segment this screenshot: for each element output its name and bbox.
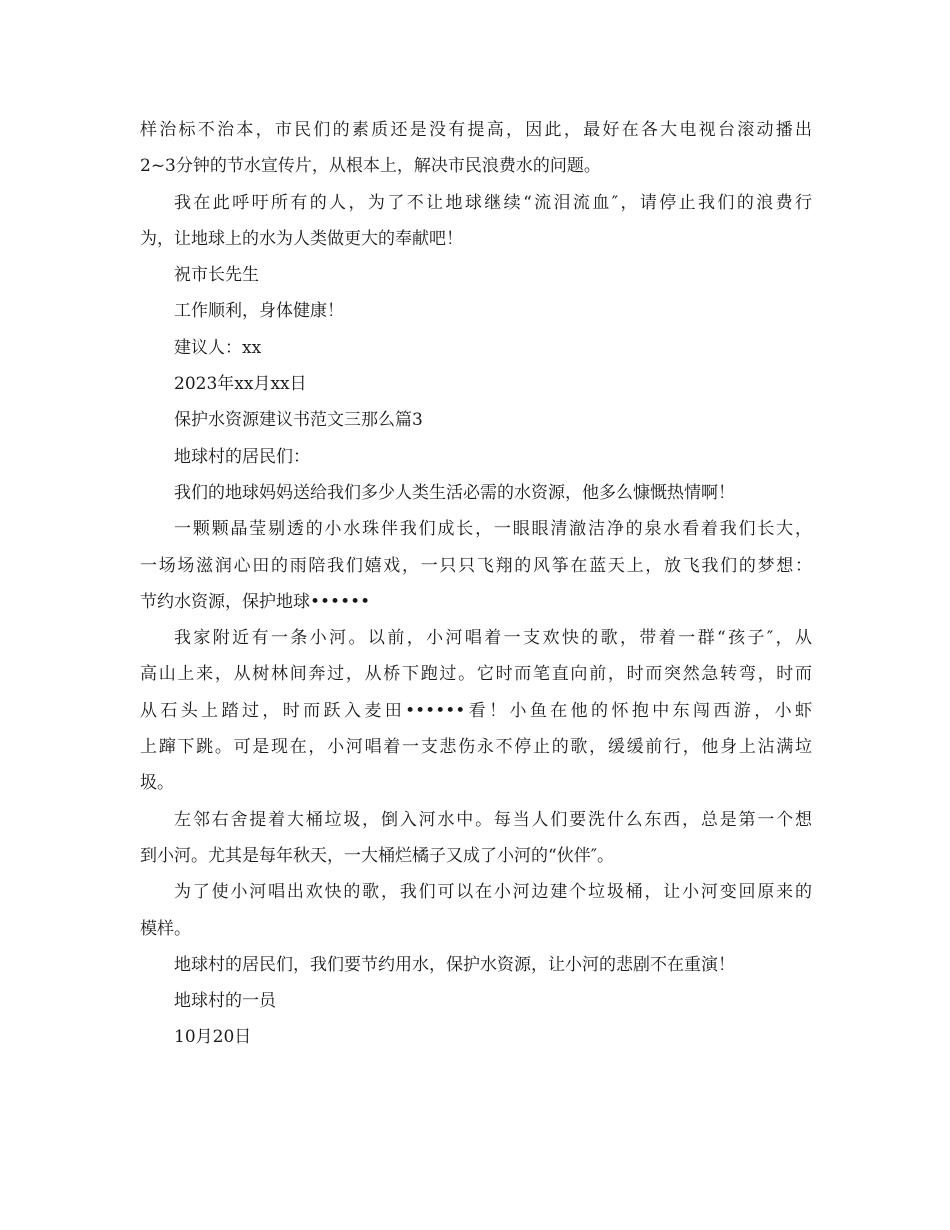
text-line: 10月20日 xyxy=(174,1027,252,1048)
text-line: 祝市长先生 xyxy=(174,265,259,286)
text-line: 节约水资源，保护地球•••••• xyxy=(140,591,371,612)
paragraph xyxy=(140,257,812,293)
text-line: 左邻右舍提着大桶垃圾，倒入河水中。每当人们要洗什么东西，总是第一个想 xyxy=(174,809,812,830)
text-line: 从石头上踏过，时而跃入麦田••••••看！小鱼在他的怀抱中东闯西游，小虾 xyxy=(140,700,812,721)
paragraph xyxy=(140,1019,812,1055)
paragraph xyxy=(140,983,812,1019)
paragraph xyxy=(140,402,812,438)
text-line: 我家附近有一条小河。以前，小河唱着一支欢快的歌，带着一群“孩子″，从 xyxy=(174,628,812,649)
text-line: 一颗颗晶莹剔透的小水珠伴我们成长，一眼眼清澈洁净的泉水看着我们长大， xyxy=(174,519,812,540)
text-line: 模样。 xyxy=(140,918,191,939)
text-line: 高山上来，从树林间奔过，从桥下跑过。它时而笔直向前，时而突然急转弯，时而 xyxy=(140,664,812,685)
paragraph xyxy=(140,439,812,475)
text-line: 地球村的一员 xyxy=(174,991,276,1012)
text-line: 我们的地球妈妈送给我们多少人类生活必需的水资源，他多么慷慨热情啊！ xyxy=(174,482,735,503)
paragraph xyxy=(140,511,812,620)
text-line: 圾。 xyxy=(140,773,174,794)
text-line: 为，让地球上的水为人类做更大的奉献吧！ xyxy=(140,228,463,249)
paragraph xyxy=(140,185,812,258)
text-line: 地球村的居民们，我们要节约用水，保护水资源，让小河的悲剧不在重演！ xyxy=(174,954,735,975)
text-line: 到小河。尤其是每年秋天，一大桶烂橘子又成了小河的“伙伴″。 xyxy=(140,845,615,866)
text-line: 为了使小河唱出欢快的歌，我们可以在小河边建个垃圾桶，让小河变回原来的 xyxy=(174,882,812,903)
paragraph xyxy=(140,802,812,875)
paragraph xyxy=(140,947,812,983)
text-line: 保护水资源建议书范文三那么篇3 xyxy=(174,410,423,431)
text-line: 工作顺利，身体健康！ xyxy=(174,301,344,322)
paragraph xyxy=(140,366,812,402)
text-line: 我在此呼吁所有的人，为了不让地球继续“流泪流血″，请停止我们的浪费行 xyxy=(174,192,812,213)
paragraph xyxy=(140,330,812,366)
text-line: 建议人：xx xyxy=(174,337,262,358)
paragraph xyxy=(140,112,812,185)
text-line: 地球村的居民们： xyxy=(174,446,310,467)
text-line: 2~3分钟的节水宣传片，从根本上，解决市民浪费水的问题。 xyxy=(140,156,601,177)
text-line: 上蹿下跳。可是现在，小河唱着一支悲伤永不停止的歌，缓缓前行，他身上沾满垃 xyxy=(140,737,812,758)
paragraph xyxy=(140,874,812,947)
paragraph xyxy=(140,475,812,511)
paragraph xyxy=(140,620,812,801)
document-body xyxy=(140,112,812,1056)
paragraph xyxy=(140,293,812,329)
text-line: 样治标不治本，市民们的素质还是没有提高，因此，最好在各大电视台滚动播出 xyxy=(140,120,812,140)
text-line: 一场场滋润心田的雨陪我们嬉戏，一只只飞翔的风筝在蓝天上，放飞我们的梦想： xyxy=(140,555,812,576)
text-line: 2023年xx月xx日 xyxy=(174,374,307,395)
